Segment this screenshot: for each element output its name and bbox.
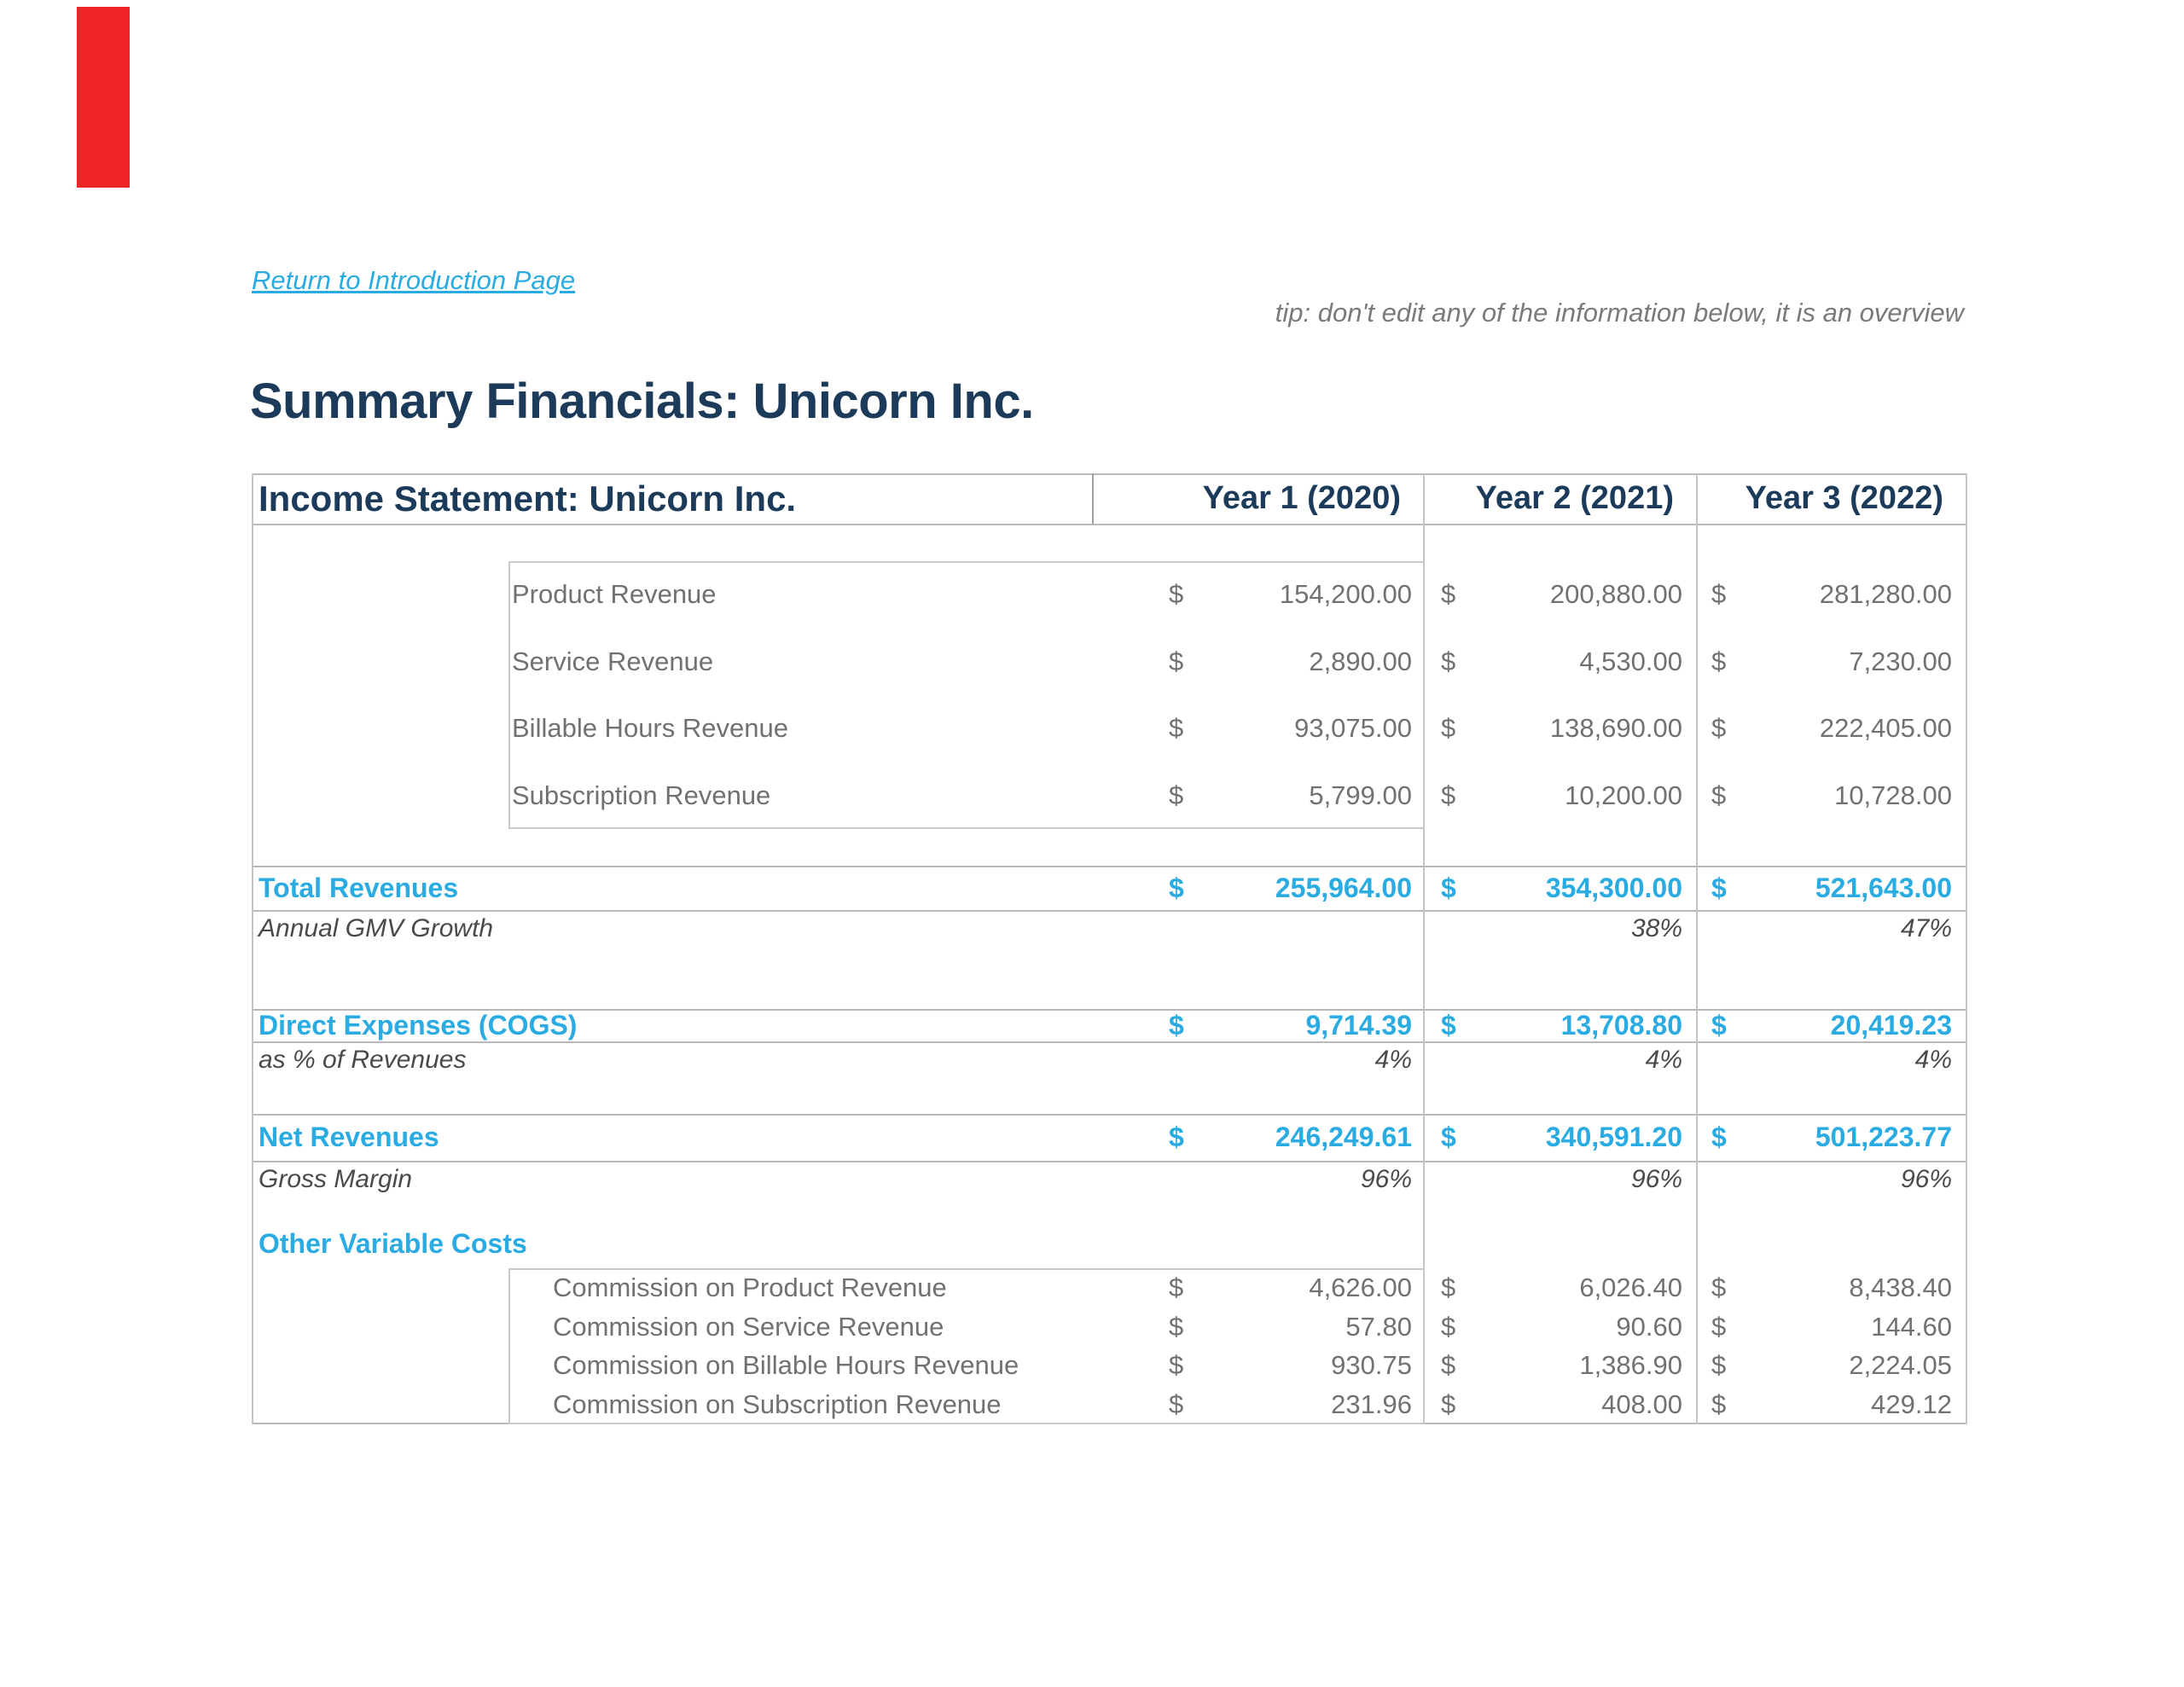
cell-value: 521,643.00 xyxy=(1815,872,1952,903)
cell-year2 xyxy=(1425,1161,1698,1220)
table-title: Income Statement: Unicorn Inc. xyxy=(258,478,797,519)
cell-value: 10,200.00 xyxy=(1565,780,1682,810)
currency-symbol: $ xyxy=(1711,1389,1727,1420)
cell-year1 xyxy=(1094,762,1425,830)
cell-year2 xyxy=(1425,1009,1698,1041)
currency-symbol: $ xyxy=(1711,1311,1727,1342)
column-header-year2: Year 2 (2021) xyxy=(1475,480,1674,516)
row-label: Net Revenues xyxy=(258,1122,439,1152)
cell-value: 96% xyxy=(1360,1165,1412,1193)
row-commission-on-service-revenue xyxy=(252,1307,1967,1347)
currency-symbol: $ xyxy=(1441,646,1456,676)
currency-symbol: $ xyxy=(1169,1389,1184,1420)
cell-year3 xyxy=(1698,1347,1967,1386)
cell-value: 96% xyxy=(1630,1165,1682,1193)
page-title: Summary Financials: Unicorn Inc. xyxy=(250,374,1034,429)
cell-year2 xyxy=(1425,1347,1698,1386)
cell-year2 xyxy=(1425,695,1698,762)
cell-value: 144.60 xyxy=(1871,1311,1952,1342)
cell-year1 xyxy=(1094,1268,1425,1307)
row-label: Subscription Revenue xyxy=(512,780,771,810)
cell-value: 57.80 xyxy=(1345,1311,1412,1342)
currency-symbol: $ xyxy=(1711,1350,1727,1381)
cell-value: 255,964.00 xyxy=(1275,872,1412,903)
cell-value: 340,591.20 xyxy=(1545,1122,1682,1152)
row-annual-gmv-growth xyxy=(252,910,1967,1009)
cell-value: 2,890.00 xyxy=(1309,646,1412,676)
cell-year2 xyxy=(1425,762,1698,830)
row-label: Billable Hours Revenue xyxy=(512,713,788,744)
row-gross-margin xyxy=(252,1161,1967,1220)
row-label: Annual GMV Growth xyxy=(258,914,494,942)
cell-value: 6,026.40 xyxy=(1579,1272,1682,1302)
row-label: Commission on Product Revenue xyxy=(553,1272,947,1302)
cell-value: 222,405.00 xyxy=(1819,713,1952,744)
cell-year1 xyxy=(1094,866,1425,910)
cell-year1 xyxy=(1094,1114,1425,1161)
cell-year3 xyxy=(1698,762,1967,830)
cell-value: 501,223.77 xyxy=(1815,1122,1952,1152)
row-label: Service Revenue xyxy=(512,646,714,676)
currency-symbol: $ xyxy=(1711,646,1727,676)
cell-year1 xyxy=(1094,1307,1425,1347)
cell-year1 xyxy=(1094,1347,1425,1386)
currency-symbol: $ xyxy=(1169,1350,1184,1381)
cell-value: 4% xyxy=(1374,1046,1412,1074)
cell-year3 xyxy=(1698,1041,1967,1114)
currency-symbol: $ xyxy=(1711,713,1727,744)
cell-value: 4% xyxy=(1645,1046,1682,1074)
cell-value: 408.00 xyxy=(1601,1389,1682,1420)
currency-symbol: $ xyxy=(1711,1272,1727,1302)
currency-symbol: $ xyxy=(1441,1350,1456,1381)
currency-symbol: $ xyxy=(1169,646,1184,676)
row-commission-on-product-revenue xyxy=(252,1268,1967,1307)
cell-value: 246,249.61 xyxy=(1275,1122,1412,1152)
cell-year1 xyxy=(1094,1385,1425,1424)
currency-symbol: $ xyxy=(1441,872,1456,903)
cell-value: 13,708.80 xyxy=(1560,1009,1682,1041)
currency-symbol: $ xyxy=(1711,872,1727,903)
cell-year3 xyxy=(1698,1268,1967,1307)
cell-value: 354,300.00 xyxy=(1545,872,1682,903)
row-service-revenue xyxy=(252,629,1967,696)
red-marker xyxy=(77,7,130,188)
grid-line-header-bottom xyxy=(252,524,1967,525)
currency-symbol: $ xyxy=(1169,1122,1184,1152)
income-statement-table xyxy=(252,473,1967,1424)
currency-symbol: $ xyxy=(1441,1122,1456,1152)
cell-year3 xyxy=(1698,1009,1967,1041)
cell-year1 xyxy=(1094,561,1425,629)
column-header-year1: Year 1 (2020) xyxy=(1202,480,1401,516)
row-label: Commission on Subscription Revenue xyxy=(553,1389,1002,1420)
cell-value: 38% xyxy=(1630,914,1682,942)
row-label: Total Revenues xyxy=(258,872,459,903)
row-other-variable-costs xyxy=(252,1220,1967,1268)
cell-value: 1,386.90 xyxy=(1579,1350,1682,1381)
cell-value: 4,626.00 xyxy=(1309,1272,1412,1302)
column-header-year3: Year 3 (2022) xyxy=(1745,480,1943,516)
cell-year3 xyxy=(1698,561,1967,629)
row-label: Product Revenue xyxy=(512,579,717,610)
cell-value: 90.60 xyxy=(1616,1311,1682,1342)
row-label: as % of Revenues xyxy=(258,1046,467,1074)
cell-year3 xyxy=(1698,1385,1967,1424)
currency-symbol: $ xyxy=(1441,1389,1456,1420)
currency-symbol: $ xyxy=(1441,1272,1456,1302)
cell-value: 47% xyxy=(1900,914,1952,942)
currency-symbol: $ xyxy=(1441,713,1456,744)
cell-value: 200,880.00 xyxy=(1549,579,1682,610)
cell-year1 xyxy=(1094,1161,1425,1220)
cell-value: 93,075.00 xyxy=(1294,713,1412,744)
cell-year2 xyxy=(1425,910,1698,1009)
cell-year2 xyxy=(1425,561,1698,629)
return-to-introduction-link[interactable]: Return to Introduction Page xyxy=(252,265,576,295)
currency-symbol: $ xyxy=(1441,780,1456,810)
cell-value: 8,438.40 xyxy=(1849,1272,1952,1302)
cell-value: 4% xyxy=(1914,1046,1952,1074)
row-as-of-revenues xyxy=(252,1041,1967,1114)
cell-year2 xyxy=(1425,866,1698,910)
cell-year2 xyxy=(1425,629,1698,696)
row-label: Direct Expenses (COGS) xyxy=(258,1009,578,1041)
cell-year1 xyxy=(1094,695,1425,762)
cell-value: 96% xyxy=(1900,1165,1952,1193)
row-label: Commission on Billable Hours Revenue xyxy=(553,1350,1019,1381)
cell-value: 7,230.00 xyxy=(1849,646,1952,676)
cell-value: 930.75 xyxy=(1331,1350,1412,1381)
cell-value: 2,224.05 xyxy=(1849,1350,1952,1381)
row-label: Gross Margin xyxy=(258,1165,413,1193)
cell-value: 4,530.00 xyxy=(1579,646,1682,676)
cell-year3 xyxy=(1698,910,1967,1009)
currency-symbol: $ xyxy=(1711,579,1727,610)
cell-year2 xyxy=(1425,1114,1698,1161)
row-net-revenues xyxy=(252,1114,1967,1161)
currency-symbol: $ xyxy=(1169,579,1184,610)
currency-symbol: $ xyxy=(1169,713,1184,744)
cell-year1 xyxy=(1094,629,1425,696)
cell-value: 5,799.00 xyxy=(1309,780,1412,810)
cell-value: 231.96 xyxy=(1331,1389,1412,1420)
cell-year3 xyxy=(1698,1161,1967,1220)
cell-year3 xyxy=(1698,866,1967,910)
row-subscription-revenue xyxy=(252,762,1967,830)
table-header-row xyxy=(252,473,1967,524)
cell-value: 10,728.00 xyxy=(1834,780,1952,810)
cell-value: 20,419.23 xyxy=(1830,1009,1952,1041)
row-commission-on-subscription-revenue xyxy=(252,1385,1967,1424)
currency-symbol: $ xyxy=(1441,1009,1456,1041)
cell-value: 429.12 xyxy=(1871,1389,1952,1420)
currency-symbol: $ xyxy=(1711,1009,1727,1041)
row-product-revenue xyxy=(252,561,1967,629)
cell-year3 xyxy=(1698,695,1967,762)
cell-year3 xyxy=(1698,629,1967,696)
row-commission-on-billable-hours-revenue xyxy=(252,1347,1967,1386)
row-total-revenues xyxy=(252,866,1967,910)
cell-year1 xyxy=(1094,910,1425,1009)
currency-symbol: $ xyxy=(1169,780,1184,810)
currency-symbol: $ xyxy=(1169,1311,1184,1342)
cell-value: 9,714.39 xyxy=(1305,1009,1412,1041)
cell-year2 xyxy=(1425,1307,1698,1347)
cell-year3 xyxy=(1698,1114,1967,1161)
cell-year3 xyxy=(1698,1307,1967,1347)
currency-symbol: $ xyxy=(1441,1311,1456,1342)
row-billable-hours-revenue xyxy=(252,695,1967,762)
cell-value: 138,690.00 xyxy=(1549,713,1682,744)
row-label: Commission on Service Revenue xyxy=(553,1311,944,1342)
currency-symbol: $ xyxy=(1169,1272,1184,1302)
currency-symbol: $ xyxy=(1441,579,1456,610)
currency-symbol: $ xyxy=(1169,872,1184,903)
cell-year2 xyxy=(1425,1041,1698,1114)
row-direct-expenses-cogs xyxy=(252,1009,1967,1041)
currency-symbol: $ xyxy=(1169,1009,1184,1041)
currency-symbol: $ xyxy=(1711,1122,1727,1152)
currency-symbol: $ xyxy=(1711,780,1727,810)
cell-value: 281,280.00 xyxy=(1819,579,1952,610)
cell-year2 xyxy=(1425,1385,1698,1424)
row-label: Other Variable Costs xyxy=(258,1228,527,1259)
cell-year1 xyxy=(1094,1041,1425,1114)
cell-year1 xyxy=(1094,1009,1425,1041)
cell-value: 154,200.00 xyxy=(1279,579,1412,610)
cell-year2 xyxy=(1425,1268,1698,1307)
edit-tip-note: tip: don't edit any of the information below, it is an overview xyxy=(1275,298,1964,328)
